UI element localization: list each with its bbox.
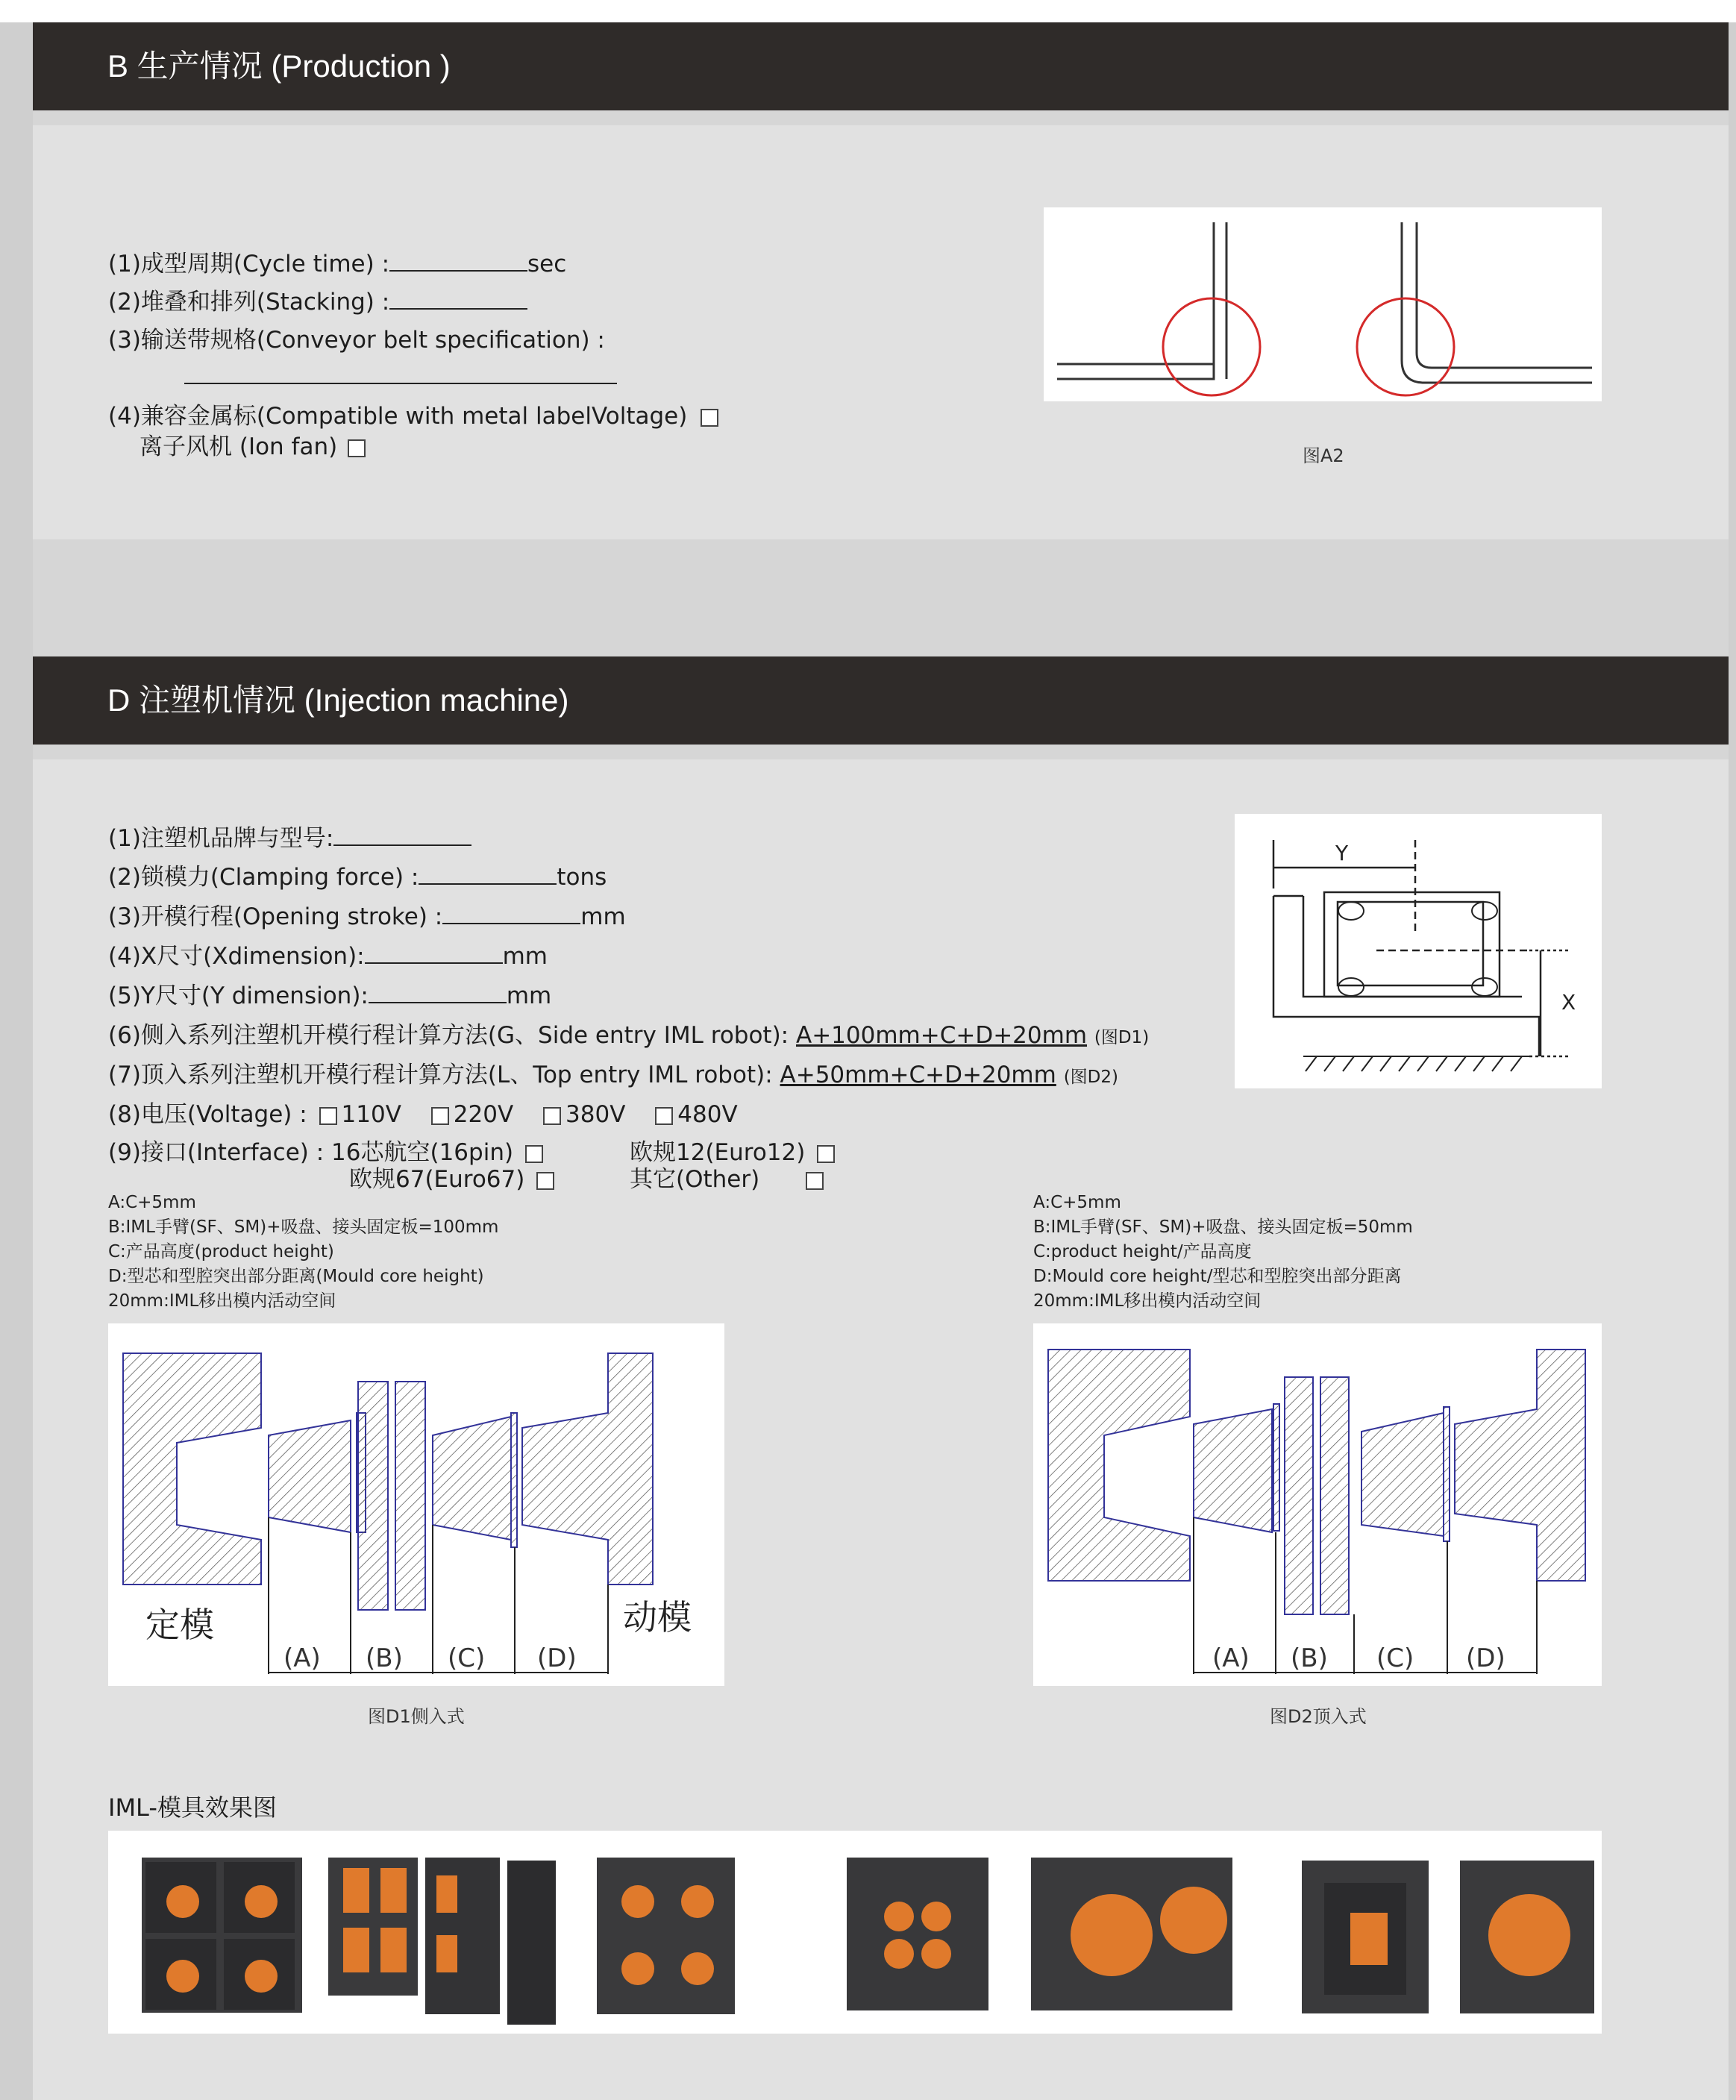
section-b-title: B 生产情况 (Production ) [107,48,451,84]
note-left-a: A:C+5mm [108,1193,196,1212]
interface-label: (9)接口(Interface) : [108,1139,325,1166]
robot-plate-1 [358,1382,388,1610]
voltage-220-checkbox[interactable] [431,1107,449,1125]
cycle-time-row [108,245,566,278]
figure-d1 [108,1323,724,1686]
conveyor-label: (3)输送带规格(Conveyor belt specification) : [108,327,605,354]
mould-image-3 [597,1858,735,2014]
stacking-row [108,283,527,316]
metal-label-checkbox[interactable] [701,409,718,427]
note-right-d: D:Mould core height/型芯和型腔突出部分距离 [1033,1267,1402,1286]
d2-moving-mould-shape [1455,1350,1585,1581]
xdim-field[interactable] [365,941,503,964]
mould-image-1 [142,1858,302,2013]
mould-gallery [108,1831,1602,2034]
sharp-corner-circle [1163,298,1260,395]
voltage-220-label: 220V [453,1101,514,1128]
top-entry-label: (7)顶入系列注塑机开模行程计算方法(L、Top entry IML robot): [108,1062,773,1088]
mould-image-2 [328,1858,556,2025]
round-corner-inner [1417,222,1592,368]
interface-other [630,1160,828,1194]
note-right-20mm: 20mm:IML移出模内活动空间 [1033,1291,1262,1311]
voltage-110-checkbox[interactable] [319,1107,337,1125]
figure-d1-caption: 图D1侧入式 [368,1706,465,1727]
xdim-label: (4)X尺寸(Xdimension): [108,943,365,970]
conveyor-row [108,321,605,354]
clamp-field[interactable] [419,862,557,885]
interface-16pin-label: 16芯航空(16pin) [331,1139,514,1166]
dim-d: (D) [537,1643,577,1673]
clamp-label: (2)锁模力(Clamping force) : [108,864,419,891]
ion-fan-row [140,427,370,461]
metal-label-row [108,397,723,430]
right-margin [1729,22,1736,2100]
mould-image-5 [1031,1858,1232,2010]
ydim-field[interactable] [369,981,507,1003]
top-entry-ref: (图D2) [1063,1068,1118,1087]
ydim-row [108,977,551,1010]
moving-mould-shape [522,1353,653,1585]
corner-diagram [1044,207,1602,401]
dim-a: (A) [283,1643,321,1673]
voltage-480-checkbox[interactable] [655,1107,673,1125]
voltage-380-checkbox[interactable] [543,1107,561,1125]
cycle-time-label: (1)成型周期(Cycle time) : [108,251,390,278]
section-d-header [33,656,1729,745]
xdim-unit: mm [502,943,548,970]
d2-robot-plate-1 [1285,1377,1313,1614]
fixed-mould-shape [123,1353,261,1585]
section-b-header [33,22,1729,110]
section-d-title: D 注塑机情况 (Injection machine) [107,683,569,718]
d2-dim-a: (A) [1212,1643,1250,1673]
interface-other-checkbox[interactable] [806,1172,824,1190]
side-entry-ref: (图D1) [1094,1028,1150,1047]
d2-moving-core-shape [1361,1413,1444,1536]
interface-euro67-label: 欧规67(Euro67) [349,1166,525,1193]
sharp-corner-outer [1057,222,1214,379]
note-right-c: C:product height/产品高度 [1033,1242,1252,1261]
notes-right [1033,1191,1413,1314]
figure-d2 [1033,1323,1602,1686]
moving-mould-label: 动模 [623,1597,692,1637]
brand-field[interactable] [333,824,471,846]
cycle-time-unit: sec [527,251,567,278]
d2-dim-d: (D) [1466,1643,1505,1673]
moving-core-shape [433,1417,511,1540]
brand-label: (1)注塑机品牌与型号: [108,825,334,852]
voltage-110-label: 110V [341,1101,401,1128]
note-right-b: B:IML手臂(SF、SM)+吸盘、接头固定板=50mm [1033,1217,1413,1237]
brand-row [108,819,471,853]
note-left-d: D:型芯和型腔突出部分距离(Mould core height) [108,1267,484,1286]
interface-euro67-checkbox[interactable] [536,1172,554,1190]
interface-euro67 [349,1160,559,1194]
top-margin [0,0,1736,22]
figure-a2-caption: 图A2 [1303,445,1344,466]
metal-label-text: (4)兼容金属标(Compatible with metal labelVoltage) [108,403,688,430]
dim-c: (C) [448,1643,486,1673]
ydim-label: (5)Y尺寸(Y dimension): [108,982,369,1009]
d2-robot-plate-2 [1320,1377,1349,1614]
ion-fan-text: 离子风机 (Ion fan) [140,433,338,460]
stroke-field[interactable] [442,902,580,924]
voltage-row [108,1095,738,1129]
stroke-label: (3)开模行程(Opening stroke) : [108,903,443,930]
fixed-core-shape [269,1420,351,1532]
voltage-label: (8)电压(Voltage) : [108,1101,307,1128]
mould-image-6 [1302,1861,1429,2013]
voltage-480-label: 480V [677,1101,738,1128]
xdim-row [108,937,548,971]
note-left-20mm: 20mm:IML移出模内活动空间 [108,1291,336,1311]
round-corner-outer [1402,222,1592,383]
figure-a2 [1044,207,1602,401]
d2-dim-c: (C) [1376,1643,1414,1673]
dim-b: (B) [366,1643,403,1673]
cycle-time-field[interactable] [389,249,527,272]
interface-other-label: 其它(Other) [630,1166,760,1193]
side-entry-row [108,1016,1149,1050]
side-entry-label: (6)侧入系列注塑机开模行程计算方法(G、Side entry IML robot): [108,1022,789,1049]
note-left-c: C:产品高度(product height) [108,1242,334,1261]
robot-plate-2 [395,1382,425,1610]
left-margin [0,22,33,2100]
d2-fixed-core-shape [1194,1409,1272,1532]
section-d-panel [33,759,1729,2100]
x-dimension-label: X [1561,990,1576,1015]
stacking-label: (2)堆叠和排列(Stacking) : [108,289,390,316]
d2-fixed-mould-shape [1048,1350,1190,1581]
note-left-b: B:IML手臂(SF、SM)+吸盘、接头固定板=100mm [108,1217,499,1237]
section-b-panel [33,125,1729,539]
side-entry-formula: A+100mm+C+D+20mm [795,1022,1088,1049]
note-right-a: A:C+5mm [1033,1193,1121,1212]
gallery-title: IML-模具效果图 [108,1793,277,1822]
stacking-field[interactable] [389,287,527,310]
clamp-unit: tons [557,864,607,891]
d2-dim-b: (B) [1291,1643,1328,1673]
fixed-mould-label: 定模 [145,1605,214,1645]
stroke-unit: mm [580,903,626,930]
clamp-row [108,858,607,891]
conveyor-field[interactable] [184,383,617,384]
notes-left [108,1191,498,1314]
platen-xy-diagram [1235,814,1602,1088]
stroke-row [108,897,626,931]
mould-image-4 [847,1858,988,2010]
top-entry-formula: A+50mm+C+D+20mm [780,1062,1056,1088]
top-entry-row [108,1056,1118,1089]
round-corner-circle [1357,298,1454,395]
ion-fan-checkbox[interactable] [348,439,366,457]
figure-d2-caption: 图D2顶入式 [1270,1706,1367,1727]
y-dimension-label: Y [1335,841,1349,865]
voltage-380-label: 380V [565,1101,626,1128]
mould-image-7 [1460,1861,1594,2013]
interface-euro12-label: 欧规12(Euro12) [630,1139,806,1166]
ydim-unit: mm [506,982,552,1009]
